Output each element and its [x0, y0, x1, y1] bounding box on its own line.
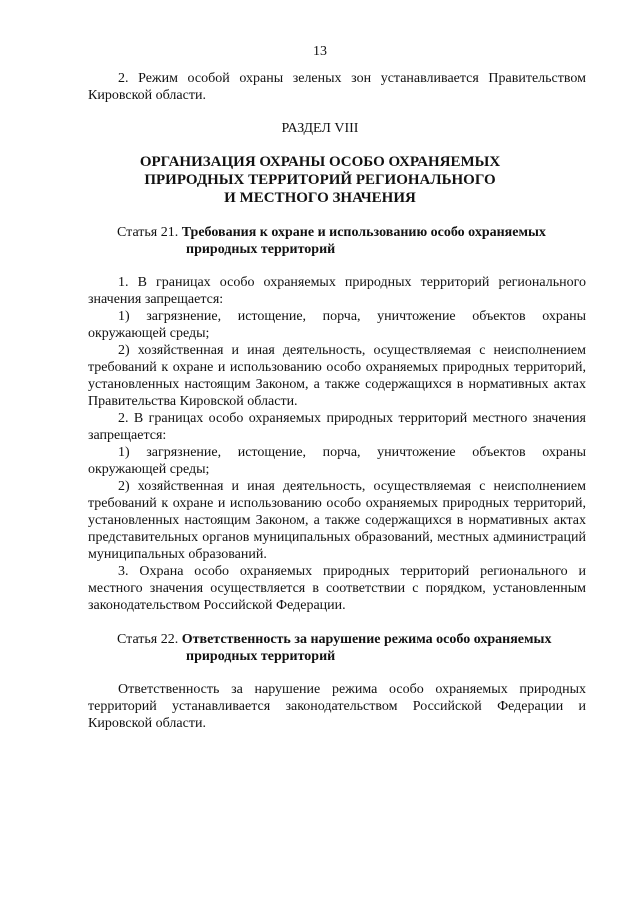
paragraph: 2) хозяйственная и иная деятельность, осуществляемая с неисполнением требований к охране и использованию особо охраняемых природных территорий, установленных настоящим Законом, а также содержащихся в нормативных актах Правительства Кировской области. [88, 343, 586, 409]
article-heading-continued: природных территорий [186, 649, 336, 664]
article-heading: Ответственность за нарушение режима особо охраняемых [181, 632, 552, 647]
paragraph: 1) загрязнение, истощение, порча, уничтожение объектов охраны окружающей среды; [88, 309, 586, 341]
article-label: Статья 22. [117, 632, 179, 647]
intro-paragraph: 2. Режим особой охраны зеленых зон устанавливается Правительством Кировской области. [88, 71, 586, 103]
article-22-body: Ответственность за нарушение режима особо охраняемых природных территорий устанавливается законодательством Российской Федерации и Кировской области. [88, 682, 586, 731]
paragraph: 3. Охрана особо охраняемых природных территорий регионального и местного значения осуществляется в соответствии с порядком, установленным законодательством Российской Федерации. [88, 564, 586, 613]
paragraph: 1) загрязнение, истощение, порча, уничтожение объектов охраны окружающей среды; [88, 445, 586, 477]
paragraph: 2) хозяйственная и иная деятельность, осуществляемая с неисполнением требований к охране и использованию особо охраняемых природных территорий, установленных настоящим Законом, а также содержащихся в нормативных актах представительных органов муниципальных образований, местных администраций муниципальных образований. [88, 479, 586, 562]
paragraph: 1. В границах особо охраняемых природных территорий регионального значения запрещается: [88, 275, 586, 307]
article-label: Статья 21. [117, 225, 179, 240]
section-label: РАЗДЕЛ VIII [281, 121, 359, 136]
article-22-heading [117, 631, 587, 665]
article-heading-continued: природных территорий [186, 242, 336, 257]
page-number: 13 [313, 44, 327, 59]
article-heading: Требования к охране и использованию особо охраняемых [181, 225, 546, 240]
paragraph: 2. В границах особо охраняемых природных территорий местного значения запрещается: [88, 411, 586, 443]
article-21-heading [117, 224, 587, 258]
section-title-line: И МЕСТНОГО ЗНАЧЕНИЯ [224, 190, 416, 206]
section-title-line: ПРИРОДНЫХ ТЕРРИТОРИЙ РЕГИОНАЛЬНОГО [144, 172, 496, 188]
section-title-line: ОРГАНИЗАЦИЯ ОХРАНЫ ОСОБО ОХРАНЯЕМЫХ [139, 154, 501, 170]
article-21-body [88, 274, 586, 614]
section-title [0, 153, 640, 207]
